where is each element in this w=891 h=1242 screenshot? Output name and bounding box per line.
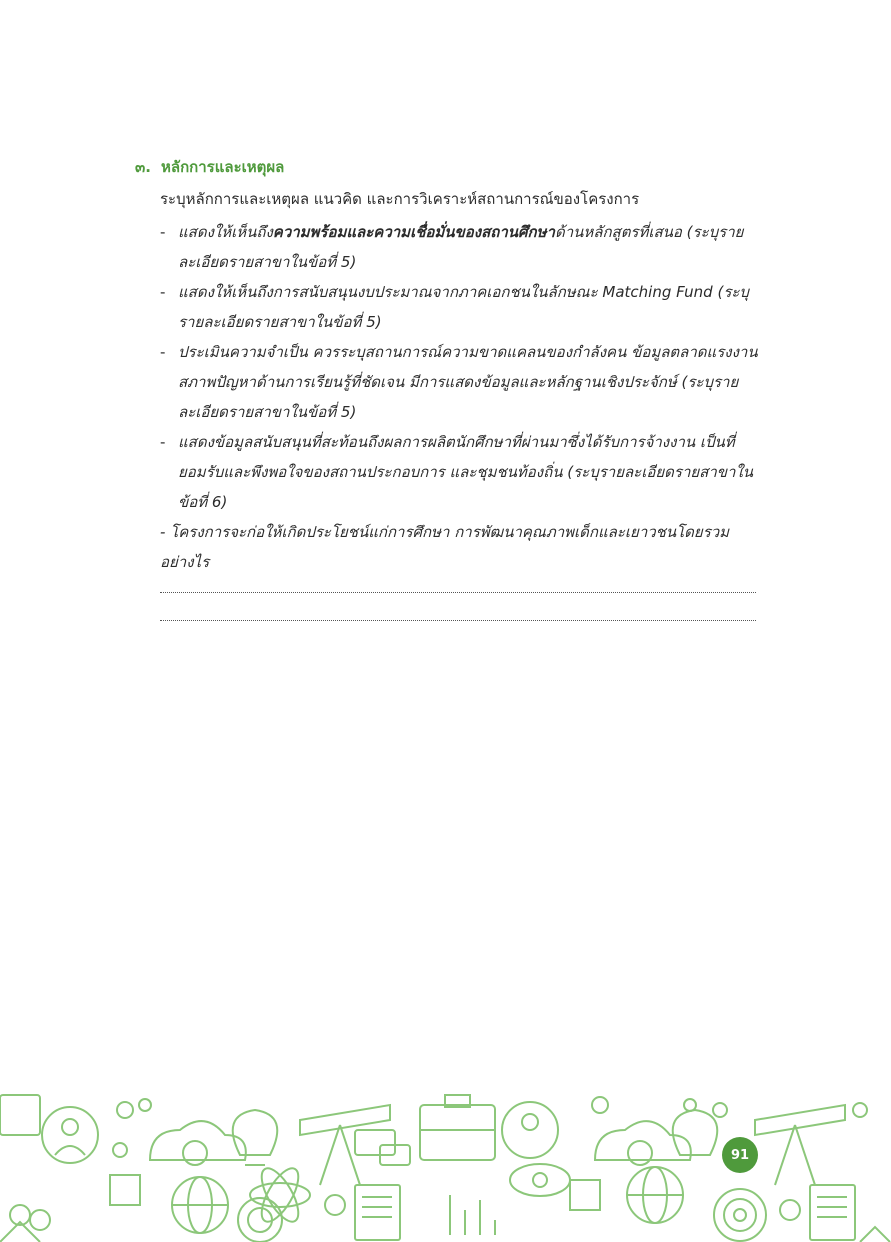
final-paragraph: - โครงการจะก่อให้เกิดประโยชน์แก่การศึกษา การพัฒนาคุณภาพเด็กและเยาวชนโดยรวมอย่างไร [160, 523, 730, 571]
bullet-dash: - [160, 223, 166, 241]
bullet-dash: - [160, 433, 166, 451]
fill-in-line-2[interactable] [160, 620, 756, 621]
page-number-badge: 91 [722, 1137, 758, 1173]
section-number: ๓. [135, 158, 151, 176]
bullet-text-tail: ด้านหลักสูตรที่เสนอ (ระบุรายละเอียดรายสาขาในข้อที่ 5) [178, 223, 744, 271]
bullet-emphasis: ความพร้อมและความเชื่อมั่นของสถานศึกษา [272, 223, 555, 241]
bullet-text: แสดงให้เห็นถึง [178, 223, 273, 241]
bullet-text: แสดงข้อมูลสนับสนุนที่สะท้อนถึงผลการผลิตนักศึกษาที่ผ่านมาซึ่งได้รับการจ้างงาน เป็นที่ยอมรับและพึงพอใจของสถานประกอบการ และชุมชนท้องถิ่น (ระบุรายละเอียดรายสาขาในข้อที่ 6) [178, 433, 753, 511]
bullet-text: แสดงให้เห็นถึงการสนับสนุนงบประมาณจากภาคเอกชนในลักษณะ Matching Fund (ระบุรายละเอียดรายสาขาในข้อที่ 5) [178, 283, 749, 331]
bullet-item [160, 337, 760, 427]
bullet-dash: - [160, 343, 166, 361]
section-title: หลักการและเหตุผล [161, 158, 285, 176]
bullet-item [160, 217, 760, 277]
bullet-item [160, 427, 760, 517]
bullet-list [160, 217, 760, 517]
fill-in-line-1[interactable] [160, 592, 756, 593]
bullet-item [160, 277, 760, 337]
decorative-icon-pattern [0, 1085, 891, 1242]
bullet-dash: - [160, 283, 166, 301]
section-heading [135, 155, 284, 179]
bullet-text: ประเมินความจำเป็น ควรระบุสถานการณ์ความขาดแคลนของกำลังคน ข้อมูลตลาดแรงงาน สภาพปัญหาด้านการเรียนรู้ที่ชัดเจน มีการแสดงข้อมูลและหลักฐานเชิงประจักษ์ (ระบุรายละเอียดรายสาขาในข้อที่ 5) [178, 343, 758, 421]
intro-text: ระบุหลักการและเหตุผล แนวคิด และการวิเคราะห์สถานการณ์ของโครงการ [160, 190, 640, 208]
